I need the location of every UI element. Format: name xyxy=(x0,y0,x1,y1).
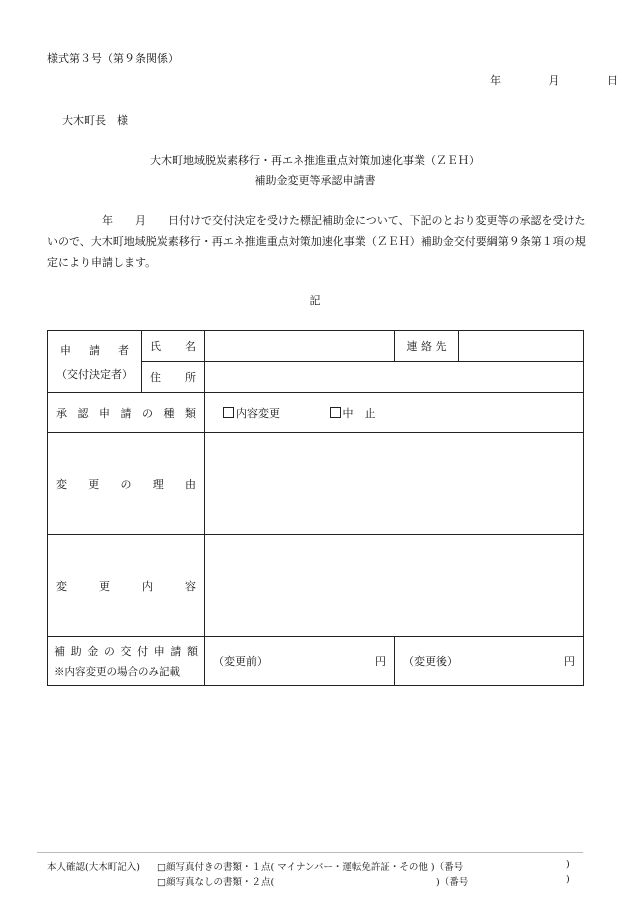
document-title-line2: 補助金変更等承認申請書 xyxy=(254,174,376,187)
date-day: 日 xyxy=(607,74,618,87)
verification-label: 本人確認(大木町記入) xyxy=(47,862,140,873)
reason-label-cell: 変 更 の 理 由 xyxy=(48,433,205,535)
before-yen: 円 xyxy=(375,655,386,668)
checkbox-icon xyxy=(223,407,234,418)
content-change-checkbox[interactable]: 内容変更 xyxy=(223,407,280,420)
approval-type-label-cell: 承 認 申 請 の 種 類 xyxy=(48,393,205,433)
photo-id-option[interactable]: □顔写真付きの書類・１点( マイナンバー・運転免許証・その他 )（番号 xyxy=(157,862,464,873)
form-number: 様式第３号（第９条関係） xyxy=(47,52,179,65)
no-photo-close: ) xyxy=(566,874,570,885)
document-title-line1: 大木町地域脱炭素移行・再エネ推進重点対策加速化事業（ＺＥＨ） xyxy=(150,154,480,167)
reason-row xyxy=(48,433,584,535)
before-label: （変更前） xyxy=(213,655,268,668)
amount-row xyxy=(48,637,584,686)
after-label: （変更後） xyxy=(403,655,458,668)
applicant-row xyxy=(48,331,584,362)
address-label-cell: 住 所 xyxy=(142,362,205,393)
cancel-checkbox[interactable]: 中 止 xyxy=(330,407,376,420)
name-field[interactable] xyxy=(205,331,395,362)
application-table xyxy=(47,330,584,686)
content-field[interactable] xyxy=(205,535,584,637)
reason-field[interactable] xyxy=(205,433,584,535)
photo-id-close: ) xyxy=(566,859,570,870)
footer-divider xyxy=(37,852,583,853)
date-year: 年 xyxy=(490,74,501,87)
amount-note: ※内容変更の場合のみ記載 xyxy=(54,666,180,678)
checkbox-icon xyxy=(330,407,341,418)
date-month: 月 xyxy=(548,74,560,87)
approval-type-row xyxy=(48,393,584,433)
approval-type-options xyxy=(205,393,584,433)
content-row xyxy=(48,535,584,637)
address-field[interactable] xyxy=(205,362,584,393)
applicant-label-cell: 申 請 者 （交付決定者） xyxy=(48,331,142,393)
amount-label-cell: 補 助 金 の 交 付 申 請 額 ※内容変更の場合のみ記載 xyxy=(48,637,205,686)
name-label-cell: 氏 名 xyxy=(142,331,205,362)
ki-heading: 記 xyxy=(309,294,321,307)
applicant-sublabel: （交付決定者） xyxy=(56,367,133,381)
amount-after-field[interactable] xyxy=(395,637,584,686)
after-yen: 円 xyxy=(564,655,575,668)
body-paragraph: 年 月 日付けで交付決定を受けた標記補助金について、下記のとおり変更等の承認を受けたいので、大木町地域脱炭素移行・再エネ推進重点対策加速化事業（ＺＥＨ）補助金交付要綱第９条第１項の規定により申請します。 xyxy=(47,214,586,269)
content-label-cell: 変 更 内 容 xyxy=(48,535,205,637)
date-line xyxy=(490,72,618,88)
contact-label-cell: 連 絡 先 xyxy=(395,331,459,362)
amount-before-field[interactable] xyxy=(205,637,395,686)
addressee: 大木町長 様 xyxy=(62,114,128,127)
no-photo-number: )（番号 xyxy=(436,877,469,888)
contact-field[interactable] xyxy=(459,331,584,362)
no-photo-option[interactable]: □顔写真なしの書類・２点( xyxy=(157,877,275,888)
